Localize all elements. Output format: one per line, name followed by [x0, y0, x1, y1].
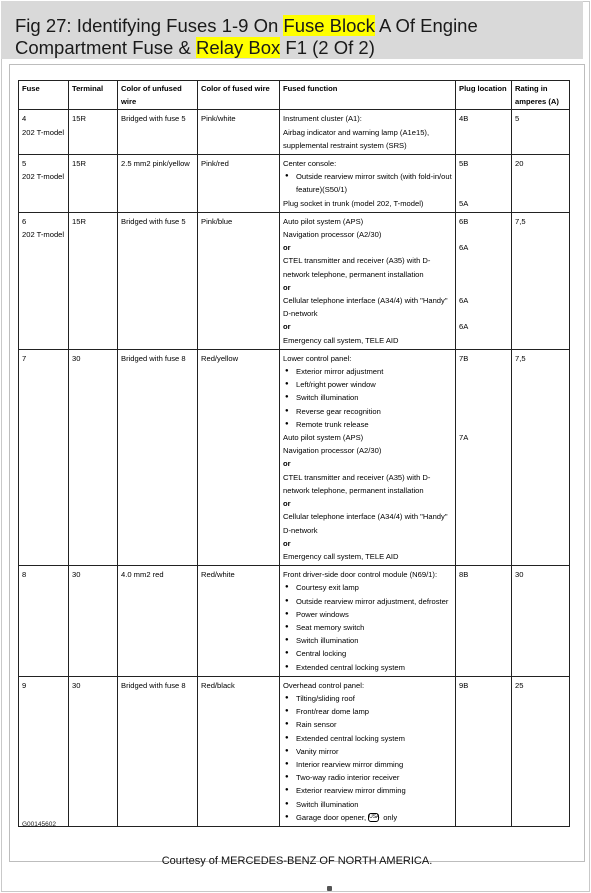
function-text: Navigation processor (A2/30)	[283, 446, 382, 456]
rating-cell: 7,5	[512, 349, 570, 565]
function-bullet-item	[283, 405, 452, 418]
header-fused-function: Fused function	[280, 81, 456, 110]
fuse-model: 202 T-model	[22, 172, 65, 182]
header-rating: Rating in amperes (A)	[512, 81, 570, 110]
terminal-cell: 30	[69, 566, 118, 677]
fused-function-cell	[280, 566, 456, 677]
plug-location: 4B	[459, 114, 469, 124]
title-part-3: F1 (2 Of 2)	[280, 37, 375, 58]
header-plug-location: Plug location	[456, 81, 512, 110]
function-line	[283, 334, 452, 347]
function-text: Switch illumination	[296, 636, 359, 646]
function-line	[283, 568, 452, 581]
function-text: Cellular telephone interface (A34/4) with "Handy" D-network	[283, 296, 448, 319]
unfused-wire-cell: Bridged with fuse 5	[118, 212, 198, 349]
function-text: Remote trunk release	[296, 419, 369, 429]
function-line	[283, 294, 452, 320]
unfused-wire-cell: Bridged with fuse 8	[118, 349, 198, 565]
fused-wire-cell: Red/white	[198, 566, 280, 677]
plug-location: 9B	[459, 680, 469, 690]
document-image	[9, 64, 585, 867]
function-bullet-item	[283, 745, 452, 758]
function-bullet-item	[283, 634, 452, 647]
function-bullet-item	[283, 732, 452, 745]
title-part-1: Fig 27: Identifying Fuses 1-9 On	[15, 15, 284, 36]
plug-location: 7B	[459, 353, 469, 363]
function-line	[283, 510, 452, 536]
header-fuse: Fuse	[19, 81, 69, 110]
figure-title	[15, 15, 575, 59]
header-unfused-wire: Color of unfused wire	[118, 81, 198, 110]
function-bullet-item	[283, 647, 452, 660]
fused-function-cell	[280, 676, 456, 826]
function-line	[283, 126, 452, 152]
function-line	[283, 471, 452, 497]
fused-function-cell	[280, 349, 456, 565]
rating-cell: 20	[512, 155, 570, 213]
unfused-wire-cell: 4.0 mm2 red	[118, 566, 198, 677]
function-text: Navigation processor (A2/30)	[283, 230, 382, 240]
function-text: Two-way radio interior receiver	[296, 773, 400, 783]
title-highlight-relay-box: Relay Box	[195, 37, 281, 58]
function-text: or	[283, 499, 291, 509]
function-line	[283, 254, 452, 280]
function-bullet-item	[283, 798, 452, 811]
plug-location: 6B	[459, 216, 469, 226]
unfused-wire-cell: Bridged with fuse 5	[118, 110, 198, 155]
function-text: Center console:	[283, 159, 337, 169]
function-bullet-item	[283, 758, 452, 771]
plug-spacer	[459, 228, 508, 241]
function-text: Auto pilot system (APS)	[283, 216, 364, 226]
function-bullet-item	[283, 705, 452, 718]
unfused-wire-cell: Bridged with fuse 8	[118, 676, 198, 826]
plug-location: 5B	[459, 159, 469, 169]
usa-icon: USA	[369, 814, 380, 821]
figure-code: G00145602	[22, 821, 56, 828]
plug-location: 6A	[459, 296, 469, 306]
function-line	[283, 112, 452, 125]
fused-wire-cell: Pink/red	[198, 155, 280, 213]
function-text: Power windows	[296, 609, 349, 619]
function-line	[283, 431, 452, 444]
plug-location: 8B	[459, 570, 469, 580]
plug-spacer	[459, 254, 508, 294]
function-line	[283, 241, 452, 254]
terminal-cell: 30	[69, 349, 118, 565]
unfused-wire-cell: 2.5 mm2 pink/yellow	[118, 155, 198, 213]
fused-wire-cell: Red/yellow	[198, 349, 280, 565]
function-text: or	[283, 322, 291, 332]
fused-wire-cell: Pink/blue	[198, 212, 280, 349]
function-text: Switch illumination	[296, 393, 359, 403]
function-line	[283, 228, 452, 241]
function-line	[283, 352, 452, 365]
fuse-number: 5	[22, 159, 27, 169]
function-text: Central locking	[296, 649, 347, 659]
table-row	[19, 212, 570, 349]
fuse-cell	[19, 110, 69, 155]
terminal-cell: 15R	[69, 155, 118, 213]
function-text: Extended central locking system	[296, 733, 405, 743]
terminal-cell: 15R	[69, 212, 118, 349]
function-bullet-item	[283, 661, 452, 674]
plug-location: 7A	[459, 433, 469, 443]
terminal-cell: 15R	[69, 110, 118, 155]
function-text: Plug socket in trunk (model 202, T-model)	[283, 198, 424, 208]
function-line	[283, 550, 452, 563]
plug-location-cell	[456, 349, 512, 565]
fuse-number: 6	[22, 216, 27, 226]
function-line	[283, 679, 452, 692]
fuse-model: 202 T-model	[22, 127, 65, 137]
function-bullet-item	[283, 170, 452, 196]
function-text: Switch illumination	[296, 799, 359, 809]
function-bullet-item	[283, 418, 452, 431]
function-line	[283, 320, 452, 333]
courtesy-line: Courtesy of MERCEDES-BENZ OF NORTH AMERICA.	[161, 855, 433, 867]
title-part-2: A Of Engine Compartment Fuse &	[15, 15, 478, 58]
function-text: Exterior rearview mirror dimming	[296, 786, 406, 796]
fused-wire-cell: Pink/white	[198, 110, 280, 155]
plug-location-cell	[456, 566, 512, 677]
terminal-cell: 30	[69, 676, 118, 826]
fuse-cell	[19, 676, 69, 826]
function-text: or	[283, 538, 291, 548]
fuse-number: 9	[22, 680, 27, 690]
scroll-marker	[327, 886, 332, 891]
fused-wire-cell: Red/black	[198, 676, 280, 826]
function-bullet-item	[283, 784, 452, 797]
function-text: Exterior mirror adjustment	[296, 367, 384, 377]
fuse-table	[18, 80, 570, 827]
function-bullet-item	[283, 621, 452, 634]
function-text: or	[283, 243, 291, 253]
function-bullet-item	[283, 378, 452, 391]
function-text: Rain sensor	[296, 720, 337, 730]
function-line	[283, 497, 452, 510]
rating-cell: 30	[512, 566, 570, 677]
header-fused-wire: Color of fused wire	[198, 81, 280, 110]
table-row	[19, 110, 570, 155]
function-text: CTEL transmitter and receiver (A35) with D-network telephone, permanent installation	[283, 472, 431, 495]
function-line	[283, 457, 452, 470]
fused-function-cell	[280, 212, 456, 349]
function-bullet-item	[283, 771, 452, 784]
function-text: Emergency call system, TELE AID	[283, 551, 399, 561]
function-text: Garage door opener,	[296, 812, 367, 822]
function-text: Vanity mirror	[296, 746, 339, 756]
fuse-cell	[19, 155, 69, 213]
function-text: Instrument cluster (A1):	[283, 114, 362, 124]
title-bar	[1, 1, 583, 59]
function-text: Interior rearview mirror dimming	[296, 759, 404, 769]
fuse-number: 8	[22, 570, 27, 580]
plug-location-cell	[456, 212, 512, 349]
function-text: or	[283, 459, 291, 469]
function-text: Front/rear dome lamp	[296, 707, 370, 717]
function-text: or	[283, 282, 291, 292]
fused-function-cell	[280, 155, 456, 213]
fuse-table-body	[19, 110, 570, 827]
plug-location: 6A	[459, 243, 469, 253]
function-bullet-item	[283, 811, 452, 824]
function-text: Tilting/sliding roof	[296, 693, 355, 703]
function-line	[283, 197, 452, 210]
function-text: Outside rearview mirror adjustment, defroster	[296, 596, 449, 606]
function-text: Outside rearview mirror switch (with fold-in/out feature)(S50/1)	[296, 172, 452, 195]
function-line	[283, 537, 452, 550]
function-text: Extended central locking system	[296, 662, 405, 672]
function-line	[283, 215, 452, 228]
title-highlight-fuse-block: Fuse Block	[283, 15, 375, 36]
table-row	[19, 566, 570, 677]
rating-cell: 25	[512, 676, 570, 826]
fuse-number: 7	[22, 353, 27, 363]
table-row	[19, 349, 570, 565]
fused-function-cell	[280, 110, 456, 155]
plug-location-cell	[456, 110, 512, 155]
plug-location: 6A	[459, 322, 469, 332]
rating-cell: 5	[512, 110, 570, 155]
function-text: Overhead control panel:	[283, 680, 365, 690]
function-text: Cellular telephone interface (A34/4) with "Handy" D-network	[283, 512, 448, 535]
function-bullet-item	[283, 718, 452, 731]
function-bullet-item	[283, 595, 452, 608]
fuse-number: 4	[22, 114, 27, 124]
plug-location: 5A	[459, 198, 469, 208]
function-bullet-item	[283, 608, 452, 621]
table-row	[19, 676, 570, 826]
function-bullet-item	[283, 692, 452, 705]
function-text: Airbag indicator and warning lamp (A1e15), supplemental restraint system (SRS)	[283, 127, 430, 150]
plug-location-cell	[456, 155, 512, 213]
plug-spacer	[459, 307, 508, 320]
plug-location-cell	[456, 676, 512, 826]
rating-cell: 7,5	[512, 212, 570, 349]
function-text: Auto pilot system (APS)	[283, 433, 364, 443]
function-bullet-item	[283, 581, 452, 594]
table-row	[19, 155, 570, 213]
function-text: CTEL transmitter and receiver (A35) with D-network telephone, permanent installation	[283, 256, 431, 279]
header-terminal: Terminal	[69, 81, 118, 110]
function-bullet-item	[283, 391, 452, 404]
function-text: Seat memory switch	[296, 622, 365, 632]
function-text: Lower control panel:	[283, 353, 352, 363]
fuse-cell	[19, 349, 69, 565]
function-bullet-item	[283, 365, 452, 378]
fuse-model: 202 T-model	[22, 230, 65, 240]
fuse-cell	[19, 566, 69, 677]
function-line	[283, 157, 452, 170]
function-text-suffix: only	[381, 812, 398, 822]
fuse-cell	[19, 212, 69, 349]
function-text: Courtesy exit lamp	[296, 583, 359, 593]
function-line	[283, 281, 452, 294]
table-header-row	[19, 81, 570, 110]
plug-spacer	[459, 170, 508, 196]
function-text: Emergency call system, TELE AID	[283, 335, 399, 345]
function-line	[283, 444, 452, 457]
function-text: Left/right power window	[296, 380, 376, 390]
plug-spacer	[459, 365, 508, 431]
function-text: Reverse gear recognition	[296, 406, 381, 416]
function-text: Front driver-side door control module (N69/1):	[283, 570, 438, 580]
